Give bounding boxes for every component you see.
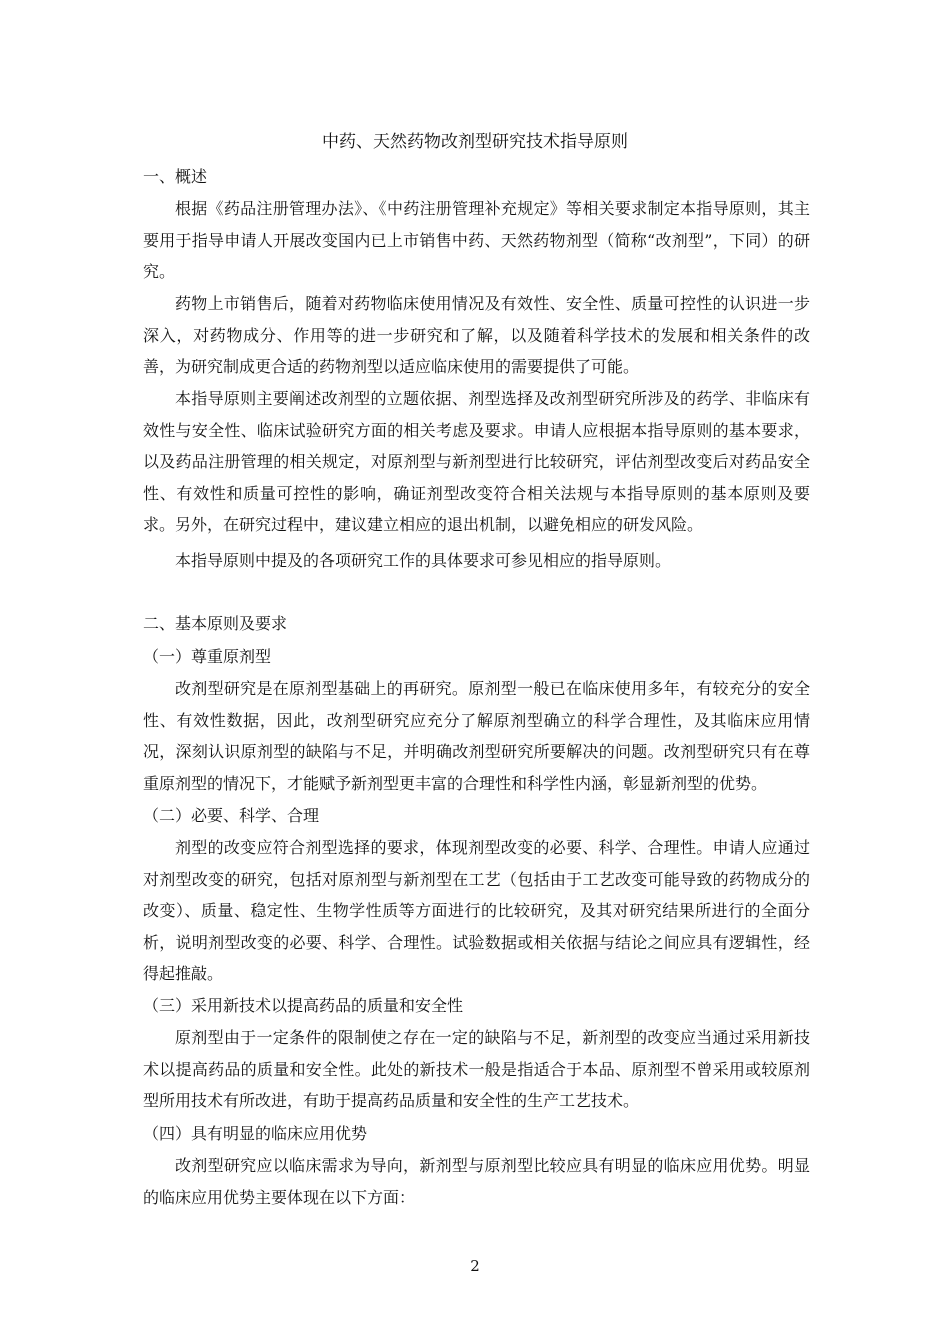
section-heading-principles: 二、基本原则及要求 [143,614,288,633]
subsection-heading-4: （四）具有明显的临床应用优势 [143,1124,368,1143]
paragraph-overview-3: 本指导原则主要阐述改剂型的立题依据、剂型选择及改剂型研究所涉及的药学、非临床有效性与安全性、临床试验研究方面的相关考虑及要求。申请人应根据本指导原则的基本要求，以及药品注册管理的相关规定，对原剂型与新剂型进行比较研究，评估剂型改变后对药品安全性、有效性和质量可控性的影响，确证剂型改变符合相关法规与本指导原则的基本原则及要求。另外，在研究过程中，建议建立相应的退出机制，以避免相应的研发风险。 [143,389,810,534]
page-number: 2 [470,1257,480,1275]
paragraph-overview-2: 药物上市销售后，随着对药物临床使用情况及有效性、安全性、质量可控性的认识进一步深入，对药物成分、作用等的进一步研究和了解，以及随着科学技术的发展和相关条件的改善，为研究制成更合适的药物剂型以适应临床使用的需要提供了可能。 [143,294,810,376]
subsection-heading-2: （二）必要、科学、合理 [143,806,320,825]
paragraph-overview-4: 本指导原则中提及的各项研究工作的具体要求可参见相应的指导原则。 [175,551,672,570]
section-heading-overview: 一、概述 [143,167,208,186]
subsection-paragraph-4: 改剂型研究应以临床需求为导向，新剂型与原剂型比较应具有明显的临床应用优势。明显的临床应用优势主要体现在以下方面： [143,1156,810,1207]
subsection-paragraph-2: 剂型的改变应符合剂型选择的要求，体现剂型改变的必要、科学、合理性。申请人应通过对剂型改变的研究，包括对原剂型与新剂型在工艺（包括由于工艺改变可能导致的药物成分的改变）、质量、稳定性、生物学性质等方面进行的比较研究，及其对研究结果所进行的全面分析，说明剂型改变的必要、科学、合理性。试验数据或相关依据与结论之间应具有逻辑性，经得起推敲。 [143,838,810,983]
document-title: 中药、天然药物改剂型研究技术指导原则 [322,132,628,152]
subsection-heading-1: （一）尊重原剂型 [143,647,272,666]
subsection-heading-3: （三）采用新技术以提高药品的质量和安全性 [143,996,464,1015]
subsection-paragraph-3: 原剂型由于一定条件的限制使之存在一定的缺陷与不足，新剂型的改变应当通过采用新技术以提高药品的质量和安全性。此处的新技术一般是指适合于本品、原剂型不曾采用或较原剂型所用技术有所改进，有助于提高药品质量和安全性的生产工艺技术。 [143,1028,810,1110]
paragraph-overview-1: 根据《药品注册管理办法》、《中药注册管理补充规定》等相关要求制定本指导原则，其主要用于指导申请人开展改变国内已上市销售中药、天然药物剂型（简称“改剂型”，下同）的研究。 [143,199,810,281]
subsection-paragraph-1: 改剂型研究是在原剂型基础上的再研究。原剂型一般已在临床使用多年，有较充分的安全性、有效性数据，因此，改剂型研究应充分了解原剂型确立的科学合理性，及其临床应用情况，深刻认识原剂型的缺陷与不足，并明确改剂型研究所要解决的问题。改剂型研究只有在尊重原剂型的情况下，才能赋予新剂型更丰富的合理性和科学性内涵，彰显新剂型的优势。 [143,679,810,793]
